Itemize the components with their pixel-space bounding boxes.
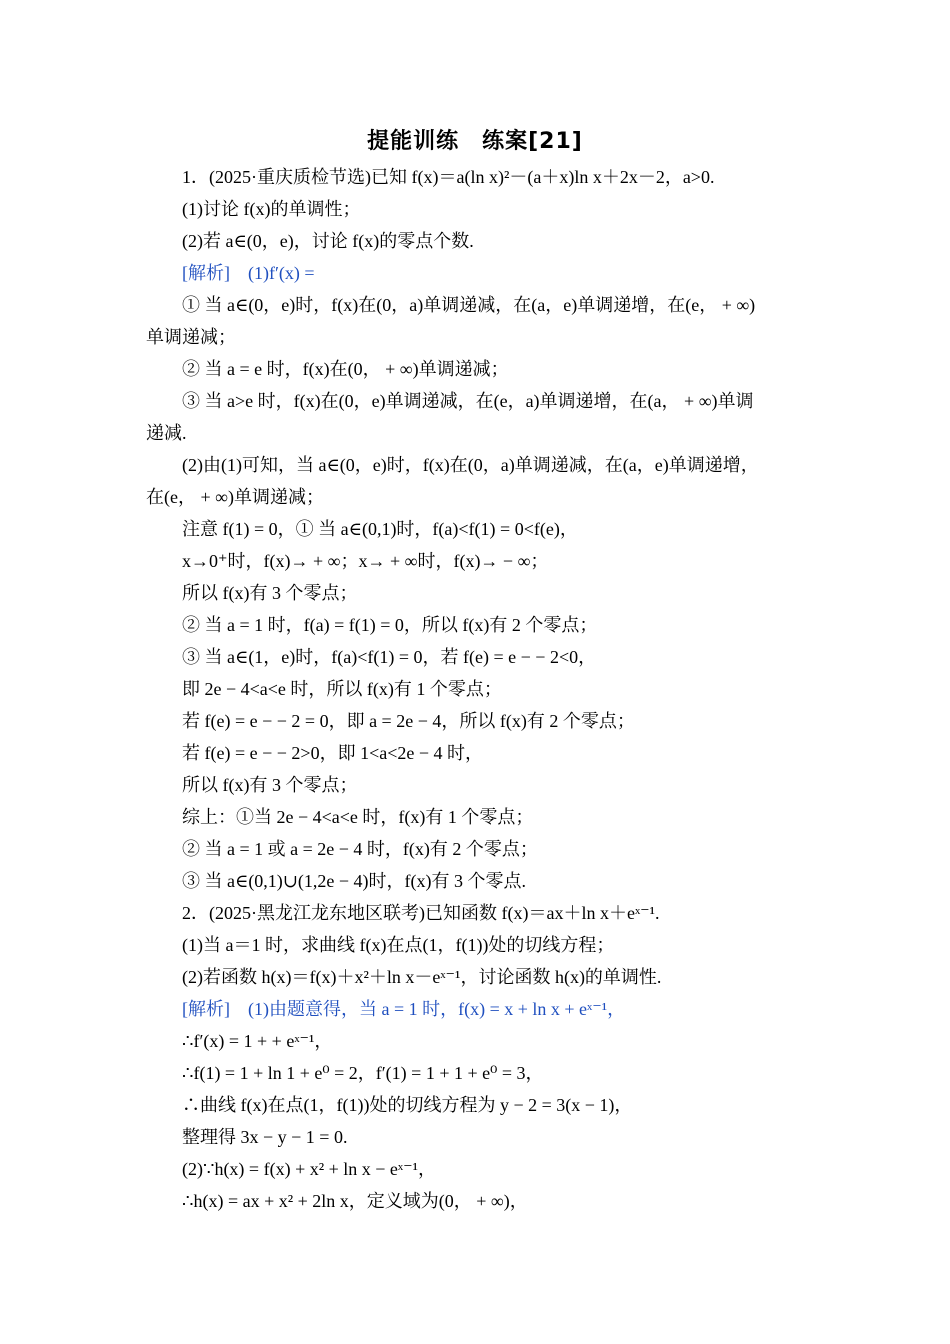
text-line: 注意 f(1) = 0，① 当 a∈(0,1)时，f(a)<f(1) = 0<f(e)，: [182, 519, 578, 539]
text-line: (2)由(1)可知，当 a∈(0，e)时，f(x)在(0，a)单调递减，在(a，e)单调递增，: [182, 455, 759, 475]
text-line: ③ 当 a∈(0,1)∪(1,2e − 4)时，f(x)有 3 个零点.: [182, 871, 526, 891]
problem-2-part-2: (2)若函数 h(x)＝f(x)＋x²＋ln x－eˣ⁻¹，讨论函数 h(x)的单调性.: [182, 967, 662, 987]
text-line: 在(e， + ∞)单调递减；: [146, 487, 324, 507]
text-line: ∴f′(x) = 1 + + eˣ⁻¹，: [182, 1031, 333, 1051]
problem-2-statement: 2．(2025·黑龙江龙东地区联考)已知函数 f(x)＝ax＋ln x＋eˣ⁻¹.: [182, 903, 660, 923]
page-title: 提能训练 练案[21]: [367, 129, 583, 154]
problem-1-statement: 1．(2025·重庆质检节选)已知 f(x)＝a(ln x)²－(a＋x)ln x＋2x－2，a>0.: [182, 167, 715, 187]
text-line: 若 f(e) = e − − 2 = 0，即 a = 2e − 4，所以 f(x)有 2 个零点；: [182, 711, 635, 731]
problem-1-part-1: (1)讨论 f(x)的单调性；: [182, 199, 361, 219]
text-line: 所以 f(x)有 3 个零点；: [182, 583, 358, 603]
text-line: ∴曲线 f(x)在点(1，f(1))处的切线方程为 y − 2 = 3(x − 1)，: [182, 1095, 633, 1115]
text-line: ③ 当 a>e 时，f(x)在(0，e)单调递减，在(e，a)单调递增，在(a， + ∞)单调: [182, 391, 754, 411]
document-body: [146, 161, 808, 1217]
problem-2-part-1: (1)当 a＝1 时，求曲线 f(x)在点(1，f(1))处的切线方程；: [182, 935, 615, 955]
text-line: x→0⁺时，f(x)→ + ∞；x→ + ∞时，f(x)→ − ∞；: [182, 551, 549, 571]
text-line: ① 当 a∈(0，e)时，f(x)在(0，a)单调递减，在(a，e)单调递增，在(e， + ∞): [182, 295, 756, 315]
text-line: 整理得 3x − y − 1 = 0.: [182, 1127, 348, 1147]
text-line: ∴h(x) = ax + x² + 2ln x，定义域为(0， + ∞)，: [182, 1191, 528, 1211]
text-line: 所以 f(x)有 3 个零点；: [182, 775, 358, 795]
text-line: 递减.: [146, 423, 187, 443]
solution-2-start: [解析] (1)由题意得，当 a = 1 时，f(x) = x + ln x + eˣ⁻¹，: [182, 999, 626, 1019]
text-line: ∴f(1) = 1 + ln 1 + e⁰ = 2，f′(1) = 1 + 1 + e⁰ = 3，: [182, 1063, 544, 1083]
text-line: 综上：①当 2e − 4<a<e 时，f(x)有 1 个零点；: [182, 807, 534, 827]
text-line: 即 2e − 4<a<e 时，所以 f(x)有 1 个零点；: [182, 679, 502, 699]
problem-1-part-2: (2)若 a∈(0，e)，讨论 f(x)的零点个数.: [182, 231, 474, 251]
solution-1-start: [解析] (1)f′(x) =: [182, 263, 315, 283]
text-line: ② 当 a = 1 时，f(a) = f(1) = 0，所以 f(x)有 2 个零点；: [182, 615, 598, 635]
text-line: ② 当 a = e 时，f(x)在(0， + ∞)单调递减；: [182, 359, 509, 379]
text-line: ② 当 a = 1 或 a = 2e − 4 时，f(x)有 2 个零点；: [182, 839, 538, 859]
text-line: 单调递减；: [146, 327, 236, 347]
text-line: ③ 当 a∈(1，e)时，f(a)<f(1) = 0，若 f(e) = e − − 2<0，: [182, 647, 597, 667]
text-line: 若 f(e) = e − − 2>0，即 1<a<2e − 4 时，: [182, 743, 483, 763]
text-line: (2)∵h(x) = f(x) + x² + ln x − eˣ⁻¹，: [182, 1159, 437, 1179]
